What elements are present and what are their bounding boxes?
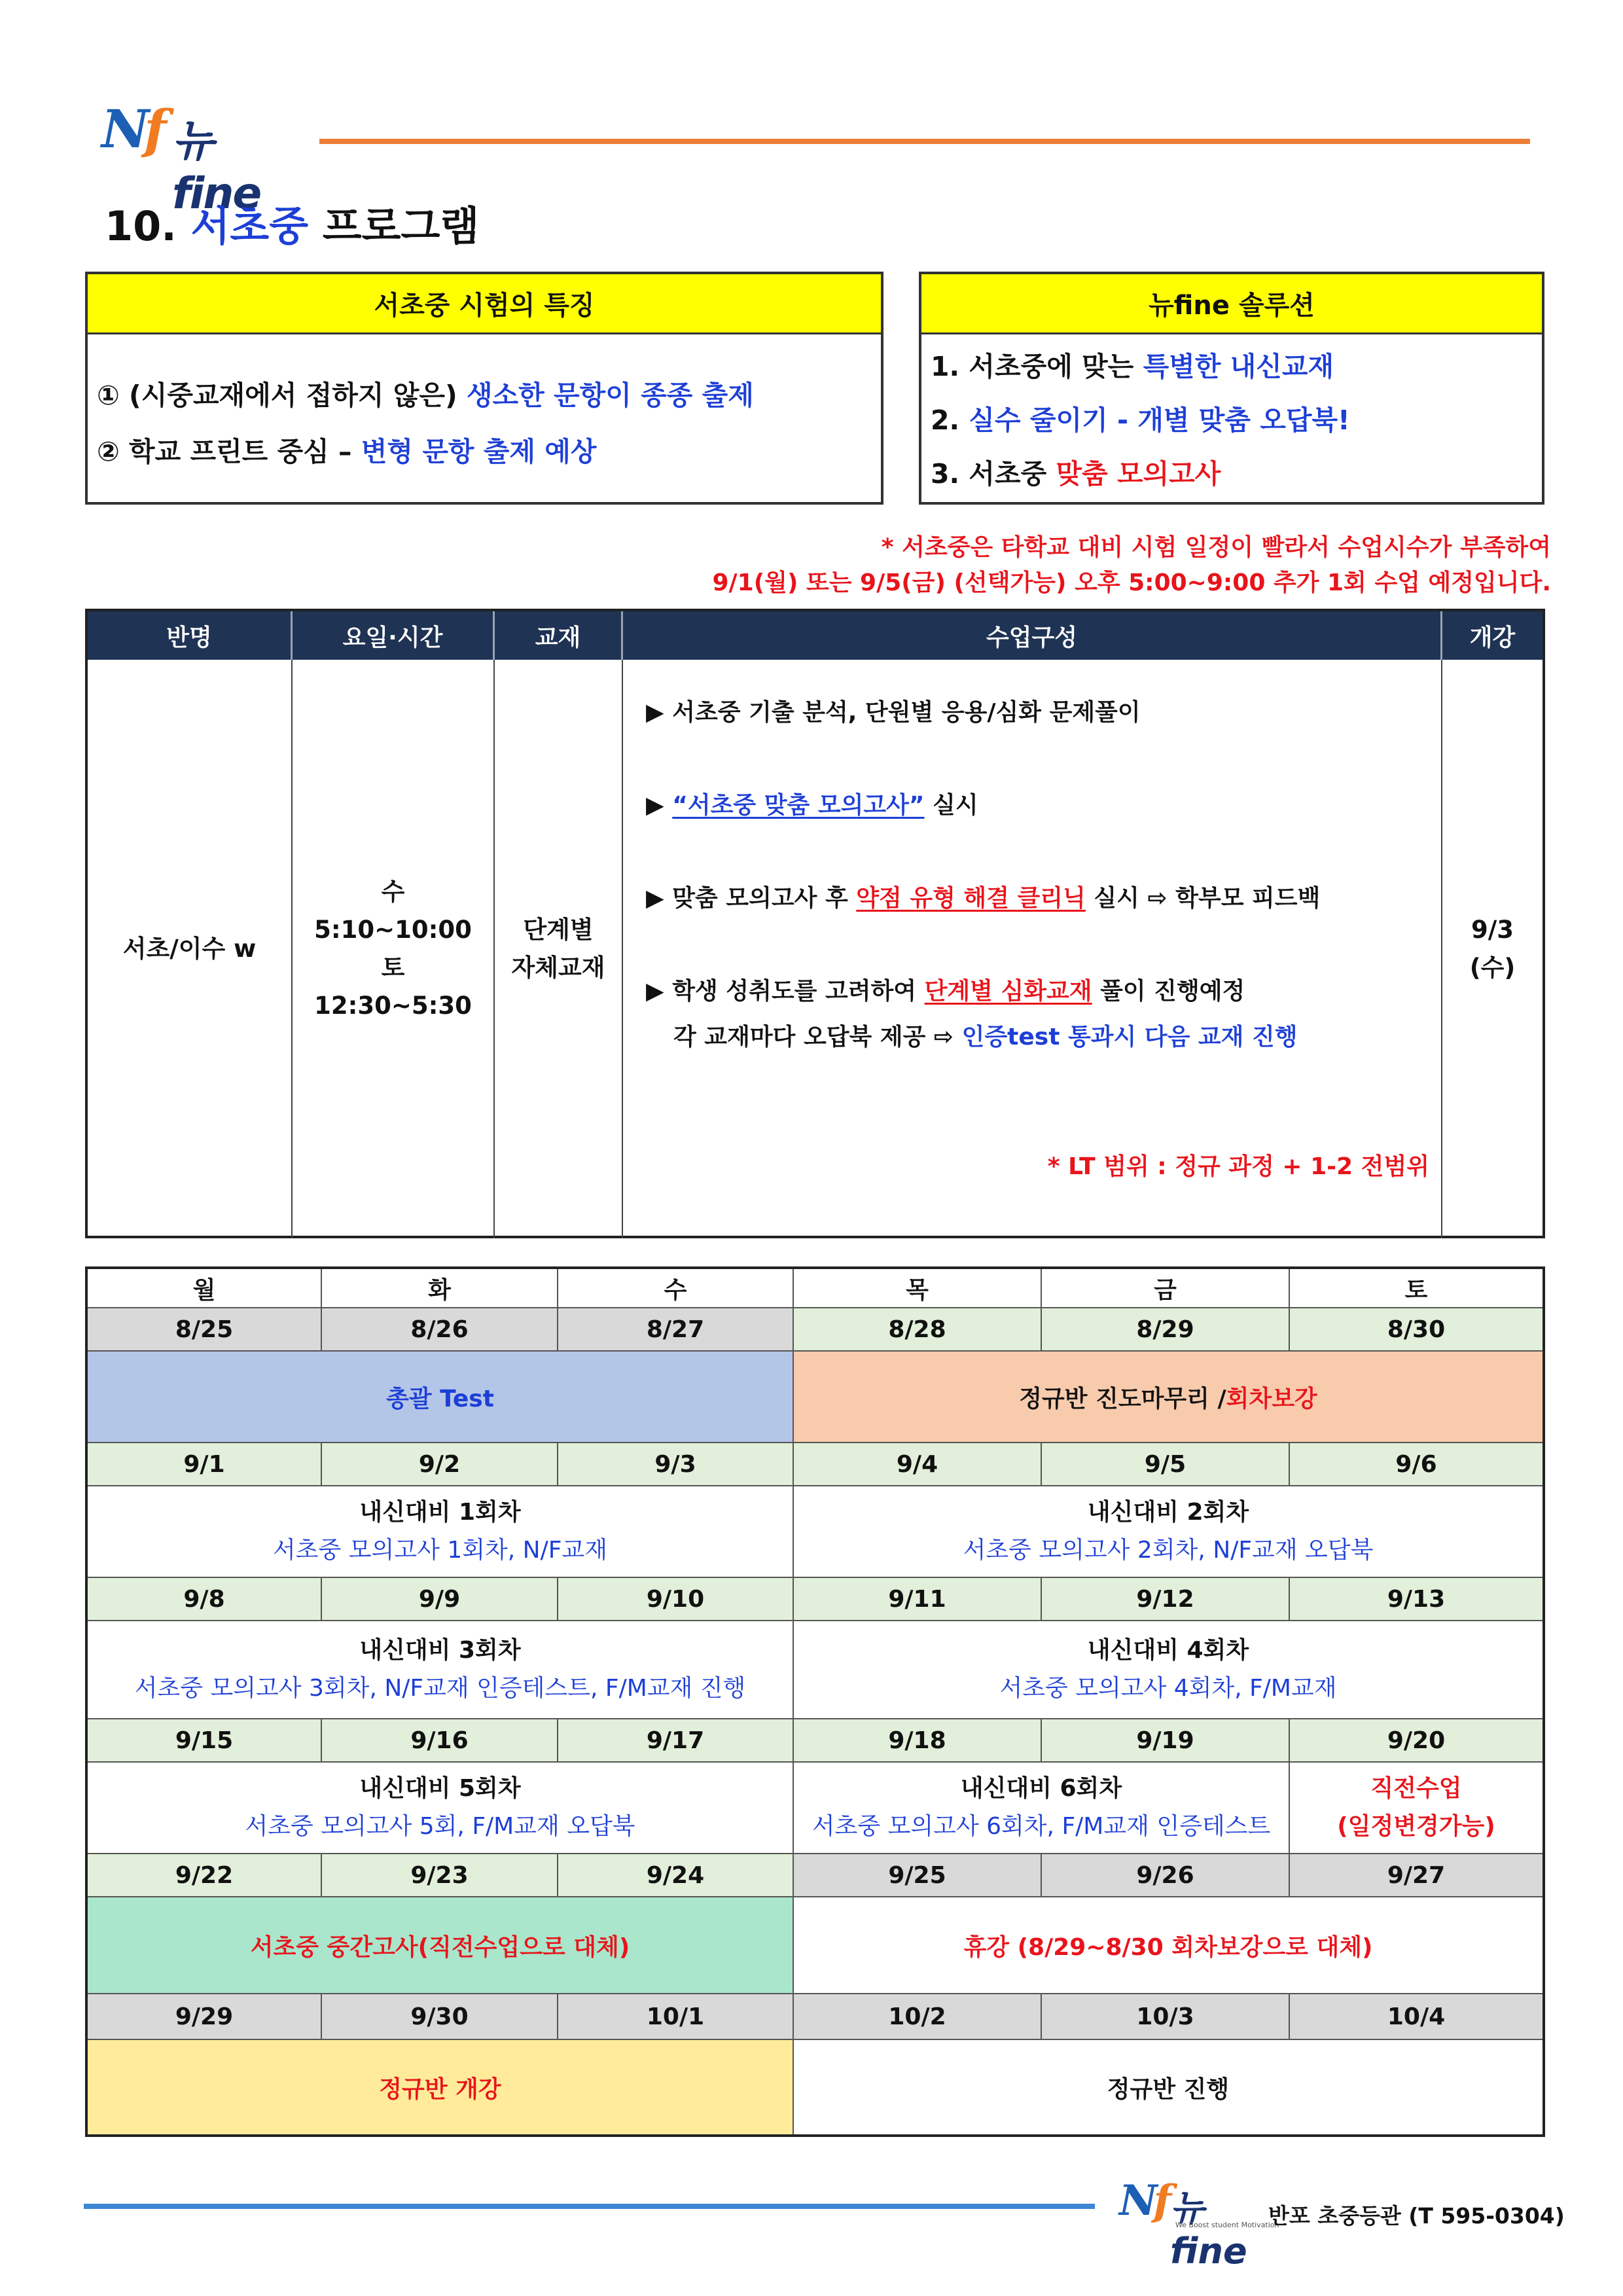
weekday-mon: 월 xyxy=(88,1269,322,1308)
date-cell: 9/17 xyxy=(558,1719,794,1763)
weekday-tue: 화 xyxy=(322,1269,558,1308)
title-school: 서초중 xyxy=(190,202,309,250)
weekday-sat: 토 xyxy=(1290,1269,1543,1308)
event-round-5: 내신대비 5회차 서초중 모의고사 5회, F/M교재 오답북 xyxy=(88,1763,794,1854)
date-cell: 9/27 xyxy=(1290,1854,1543,1897)
footer-tagline: We Boost student Motivation xyxy=(1175,2221,1279,2229)
date-cell: 9/3 xyxy=(558,1443,794,1486)
notice-line-1: * 서초중은 타학교 대비 시험 일정이 빨라서 수업시수가 부족하여 xyxy=(881,534,1551,561)
date-cell: 8/29 xyxy=(1042,1308,1290,1352)
date-cell: 10/2 xyxy=(794,1994,1042,2040)
event-regular-start: 정규반 개강 xyxy=(88,2040,794,2134)
header-textbook: 교재 xyxy=(495,611,623,660)
date-cell: 9/18 xyxy=(794,1719,1042,1763)
brand-logo xyxy=(101,98,285,219)
date-cell: 9/22 xyxy=(88,1854,322,1897)
logo-word: 뉴fine xyxy=(172,116,261,219)
weekday-fri: 금 xyxy=(1042,1269,1290,1308)
page-title: 10. 서초중 프로그램 xyxy=(105,202,480,250)
content-bullet-4: ▶ 학생 성취도를 고려하여 단계별 심화교재 풀이 진행예정 xyxy=(646,978,1245,1005)
solution-item-3: 3. 서초중 맞춤 모의고사 xyxy=(931,458,1221,490)
event-round-2: 내신대비 2회차 서초중 모의고사 2회차, N/F교재 오답북 xyxy=(794,1486,1543,1578)
exam-features-box xyxy=(85,272,883,505)
schedule-calendar xyxy=(85,1266,1545,2137)
date-cell: 9/2 xyxy=(322,1443,558,1486)
class-table-header xyxy=(88,611,1543,660)
date-cell: 8/28 xyxy=(794,1308,1042,1352)
date-cell: 9/5 xyxy=(1042,1443,1290,1486)
date-cell: 9/4 xyxy=(794,1443,1042,1486)
solution-item-1: 1. 서초중에 맞는 특별한 내신교재 xyxy=(931,351,1334,382)
header-class-name: 반명 xyxy=(88,611,293,660)
date-cell: 9/20 xyxy=(1290,1719,1543,1763)
date-cell: 8/30 xyxy=(1290,1308,1543,1352)
header-divider xyxy=(319,139,1530,144)
notice-line-2: 9/1(월) 또는 9/5(금) (선택가능) 오후 5:00~9:00 추가 1회 수업 예정입니다. xyxy=(712,569,1551,596)
textbook-cell: 단계별 자체교재 xyxy=(495,660,623,1238)
feature-item-2: ② 학교 프린트 중심 – 변형 문항 출제 예상 xyxy=(97,436,597,467)
header-start: 개강 xyxy=(1469,624,1516,651)
event-round-1: 내신대비 1회차 서초중 모의고사 1회차, N/F교재 xyxy=(88,1486,794,1578)
date-cell: 9/16 xyxy=(322,1719,558,1763)
date-cell: 9/25 xyxy=(794,1854,1042,1897)
solutions-box xyxy=(919,272,1544,505)
date-cell: 8/25 xyxy=(88,1308,322,1352)
content-bullet-5: 각 교재마다 오답북 제공 ⇨ 인증test 통과시 다음 교재 진행 xyxy=(673,1024,1298,1050)
footer-logo-word: 뉴fine xyxy=(1170,2187,1247,2272)
exam-features-title: 서초중 시험의 특징 xyxy=(88,274,881,334)
date-cell: 9/19 xyxy=(1042,1719,1290,1763)
feature-item-1: ① (시중교재에서 접하지 않은) 생소한 문항이 종종 출제 xyxy=(97,380,754,411)
date-cell: 9/6 xyxy=(1290,1443,1543,1486)
event-round-3: 내신대비 3회차 서초중 모의고사 3회차, N/F교재 인증테스트, F/M교재 진행 xyxy=(88,1621,794,1719)
date-cell: 9/23 xyxy=(322,1854,558,1897)
weekday-thu: 목 xyxy=(794,1269,1042,1308)
date-cell: 10/4 xyxy=(1290,1994,1543,2040)
footer-logo xyxy=(1119,2176,1279,2272)
content-bullet-2: ▶ “서초중 맞춤 모의고사” 실시 xyxy=(646,792,978,819)
event-holiday: 휴강 (8/29~8/30 회차보강으로 대체) xyxy=(794,1897,1543,1994)
date-cell: 8/26 xyxy=(322,1308,558,1352)
date-cell: 9/11 xyxy=(794,1578,1042,1621)
date-cell: 9/30 xyxy=(322,1994,558,2040)
footer-logo-mark: Nf xyxy=(1119,2176,1168,2225)
schedule-cell: 수 5:10~10:00 토 12:30~5:30 xyxy=(293,660,495,1238)
class-name-cell: 서초/이수 w xyxy=(88,660,293,1238)
date-cell: 9/12 xyxy=(1042,1578,1290,1621)
logo-mark: Nf xyxy=(101,98,162,160)
header-schedule: 요일·시간 xyxy=(293,611,495,660)
date-cell: 9/9 xyxy=(322,1578,558,1621)
weekday-wed: 수 xyxy=(558,1269,794,1308)
event-round-4: 내신대비 4회차 서초중 모의고사 4회차, F/M교재 xyxy=(794,1621,1543,1719)
date-cell: 9/26 xyxy=(1042,1854,1290,1897)
date-cell: 9/15 xyxy=(88,1719,322,1763)
date-cell: 8/27 xyxy=(558,1308,794,1352)
class-table xyxy=(85,609,1545,1238)
lt-range-note: * LT 범위 : 정규 과정 + 1-2 전범위 xyxy=(1047,1153,1429,1180)
date-cell: 9/10 xyxy=(558,1578,794,1621)
date-cell: 10/1 xyxy=(558,1994,794,2040)
event-regular-ongoing: 정규반 진행 xyxy=(1107,2075,1230,2103)
header-content: 수업구성 xyxy=(623,611,1442,660)
content-bullet-1: ▶ 서초중 기출 분석, 단원별 응용/심화 문제풀이 xyxy=(646,699,1141,726)
content-bullet-3: ▶ 맞춤 모의고사 후 약점 유형 해결 클리닉 실시 ⇨ 학부모 피드백 xyxy=(646,885,1321,912)
event-summary-test: 총괄 Test xyxy=(88,1352,794,1443)
event-midterm-exam: 서초중 중간고사(직전수업으로 대체) xyxy=(88,1897,794,1994)
event-round-6: 내신대비 6회차 서초중 모의고사 6회차, F/M교재 인증테스트 xyxy=(794,1763,1290,1854)
branch-contact: 반포 초중등관 (T 595-0304) xyxy=(1268,2203,1565,2229)
event-regular-wrapup: 정규반 진도마무리 / 회차보강 xyxy=(794,1352,1543,1443)
solution-item-2: 2. 실수 줄이기 - 개별 맞춤 오답북! xyxy=(931,404,1350,436)
start-date-cell: 9/3 (수) xyxy=(1469,916,1516,982)
date-cell: 9/8 xyxy=(88,1578,322,1621)
content-cell xyxy=(623,660,1442,1238)
footer-divider xyxy=(84,2204,1095,2209)
date-cell: 9/13 xyxy=(1290,1578,1543,1621)
date-cell: 9/1 xyxy=(88,1443,322,1486)
date-cell: 10/3 xyxy=(1042,1994,1290,2040)
date-cell: 9/29 xyxy=(88,1994,322,2040)
solutions-title: 뉴fine 솔루션 xyxy=(921,274,1542,334)
date-cell: 9/24 xyxy=(558,1854,794,1897)
event-final-class: 직전수업 (일정변경가능) xyxy=(1290,1763,1543,1854)
